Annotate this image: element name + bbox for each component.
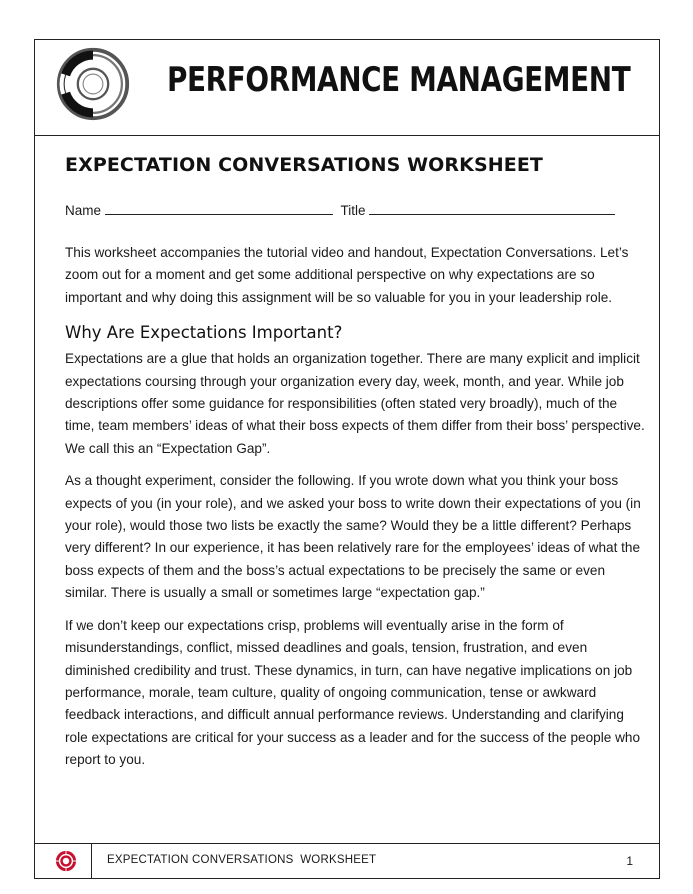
title-label: Title: [340, 203, 366, 218]
brand-title: PERFORMANCE MANAGEMENT: [167, 60, 631, 100]
document-body: [65, 154, 647, 772]
title-field[interactable]: [369, 202, 615, 215]
name-field[interactable]: [105, 202, 333, 215]
paragraph: If we don’t keep our expectations crisp, problems will eventually arise in the form of misunderstandings, conflict, missed deadlines and goals, tension, frustration, and even diminished credibility and trust. These dynamics, in turn, can have negative implications on job performance, morale, team culture, quality of ongoing communication, tense or awkward feedback interactions, and difficult annual performance reviews. Understanding and clarifying role expectations are critical for your success as a leader and for the success of the people who report to you.: [65, 617, 641, 768]
section-heading: Why Are Expectations Important?: [65, 323, 343, 343]
page-footer: [35, 843, 659, 878]
circular-segment-logo-icon: [55, 46, 131, 122]
intro-paragraph: This worksheet accompanies the tutorial video and handout, Expectation Conversations. Let’s zoom out for a moment and get some additional perspective on why expectations are so important and why doing this assignment will be so valuable for you in your leadership role.: [65, 245, 629, 305]
footer-logo-cell: [35, 844, 92, 878]
page-number: 1: [626, 854, 633, 868]
page-header: [35, 40, 659, 136]
document-title: EXPECTATION CONVERSATIONS WORKSHEET: [65, 154, 543, 176]
paragraph: Expectations are a glue that holds an organization together. There are many explicit and implicit expectations coursing through your organization every day, week, month, and year. While job descriptions offer some guidance for responsibilities (often stated very broadly), much of the time, team members’ ideas of what their boss expects of them differ from their boss’ perspective. We call this an “Expectation Gap”.: [65, 351, 645, 456]
name-title-fields: [65, 202, 647, 218]
paragraph: As a thought experiment, consider the following. If you wrote down what you think your boss expects of you (in your role), and we asked your boss to write down their expectations of you (in your role), would those two lists be exactly the same? Would they be a little different? Perhaps very different? In our experience, it has been relatively rare for the employees’ ideas of what the boss expects of them and the boss’s actual expectations to be precisely the same or even similar. There is usually a small or sometimes large “expectation gap.”: [65, 473, 641, 601]
footer-label: EXPECTATION CONVERSATIONS WORKSHEET: [107, 854, 377, 866]
worksheet-page: [34, 39, 660, 879]
name-label: Name: [65, 203, 102, 218]
red-circle-logo-icon: [55, 850, 77, 872]
